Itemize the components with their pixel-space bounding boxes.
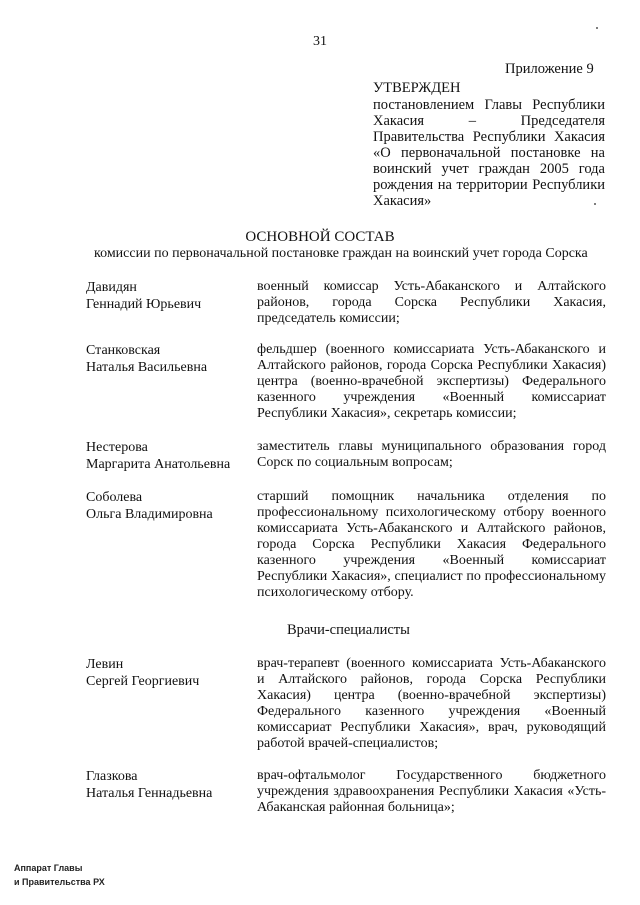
member-surname: Нестерова — [86, 440, 148, 455]
member-role: старший помощник начальника отделения по профессиональному психологическому отбору военного комиссариата Усть-Абаканского и Алтайского районов, города Сорска Республики Хакасия Федерального казенного учреждения «Военный комиссариат Республики Хакасия», специалист по профессиональному психологическому отбору. — [257, 489, 606, 600]
approval-text: постановлением Главы Республики Хакасия – Председателя Правительства Республики Хакасия «О первоначальной постановке на воинский учет граждан 2005 года рождения на территории Республики Хакасия» — [373, 97, 605, 209]
scan-speck — [596, 27, 598, 29]
member-surname: Соболева — [86, 490, 143, 505]
member-surname: Станковская — [86, 343, 161, 358]
document-subheading: комиссии по первоначальной постановке граждан на воинский учет города Сорска — [94, 246, 588, 261]
member-given-names: Маргарита Анатольевна — [86, 457, 231, 472]
member-surname: Давидян — [86, 280, 137, 295]
office-stamp — [14, 861, 105, 889]
specialist-role: врач-терапевт (военного комиссариата Усть-Абаканского и Алтайского районов, города Сорска Республики Хакасия) центра (военно-врачебной экспертизы) Федерального казенного учреждения «Военный комиссариат Республики Хакасия», врач, руководящий работой врачей-специалистов; — [257, 656, 606, 751]
approval-title: УТВЕРЖДЕН — [373, 80, 461, 96]
member-given-names: Геннадий Юрьевич — [86, 297, 202, 312]
member-role: фельдшер (военного комиссариата Усть-Абаканского и Алтайского районов, города Сорска Республики Хакасия) центра (военно-врачебной экспертизы) Федерального казенного учреждения «Военный комиссариат Республики Хакасия», секретарь комиссии; — [257, 342, 606, 421]
specialist-name — [86, 768, 251, 802]
member-given-names: Наталья Васильевна — [86, 360, 208, 375]
member-role: заместитель главы муниципального образования город Сорск по социальным вопросам; — [257, 439, 606, 470]
stamp-line: Аппарат Главы — [14, 863, 83, 873]
specialist-given-names: Сергей Георгиевич — [86, 674, 200, 689]
specialist-role: врач-офтальмолог Государственного бюджетного учреждения здравоохранения Республики Хакасия «Усть-Абаканская районная больница»; — [257, 768, 606, 815]
member-name — [86, 439, 251, 473]
document-heading: ОСНОВНОЙ СОСТАВ — [245, 229, 395, 245]
page-number: 31 — [313, 34, 327, 49]
member-name — [86, 489, 251, 523]
member-role: военный комиссар Усть-Абаканского и Алтайского районов, города Сорска Республики Хакасия, председатель комиссии; — [257, 279, 606, 326]
member-given-names: Ольга Владимировна — [86, 507, 213, 522]
specialist-name — [86, 656, 251, 690]
member-name — [86, 342, 251, 376]
specialist-surname: Левин — [86, 657, 124, 672]
member-name — [86, 279, 251, 313]
specialist-given-names: Наталья Геннадьевна — [86, 786, 213, 801]
specialist-surname: Глазкова — [86, 769, 138, 784]
scan-speck — [594, 203, 596, 205]
specialists-title: Врачи-специалисты — [287, 622, 410, 638]
appendix-label: Приложение 9 — [505, 61, 594, 77]
stamp-line: и Правительства РХ — [14, 877, 105, 887]
